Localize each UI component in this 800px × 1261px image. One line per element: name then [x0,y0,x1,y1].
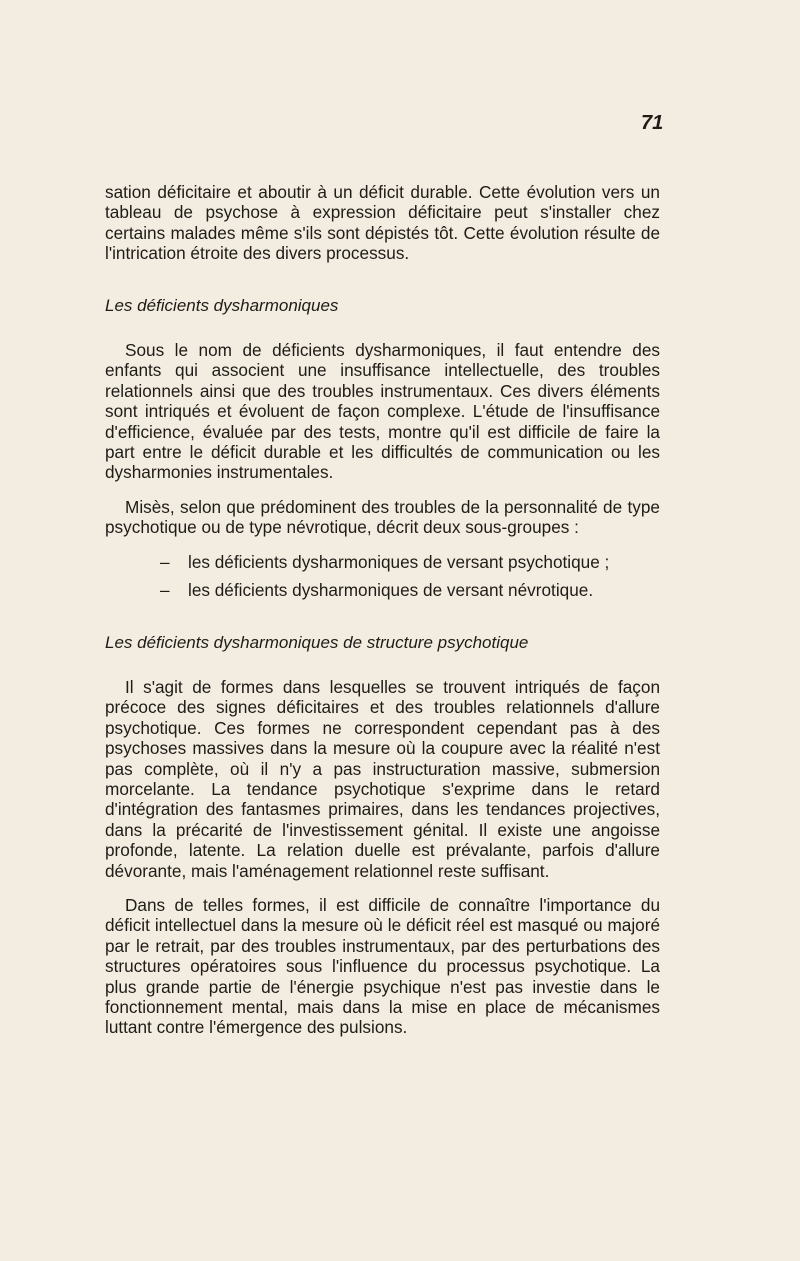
page-body [105,182,660,1052]
section-heading-dysharmonic-deficients: Les déficients dysharmoniques [105,295,339,315]
subgroup-list [160,552,660,601]
section-heading-psychotic-structure: Les déficients dysharmoniques de structure psychotique [105,632,529,652]
list-item [160,552,660,572]
dash-marker: – [160,551,170,572]
paragraph-definition: Sous le nom de déficients dysharmoniques, il faut entendre des enfants qui associent une insuffisance intellectuelle, des troubles relationnels ainsi que des troubles instrumentaux. Ces divers éléments sont intriqués et évoluent de façon complexe. L'étude de l'insuffisance d'efficience, évaluée par des tests, montre qu'il est difficile de faire la part entre le déficit durable et les difficultés de communication ou les dysharmonies instrumentales. [105,340,660,483]
paragraph-psychotic-forms: Il s'agit de formes dans lesquelles se trouvent intriqués de façon précoce des signes déficitaires et des troubles relationnels d'allure psychotique. Ces formes ne correspondent cependant pas à des psychoses massives dans la mesure où la coupure avec la réalité n'est pas complète, où il n'y a pas instructuration massive, submersion morcelante. La tendance psychotique s'exprime dans le retard d'intégration des fantasmes primaires, dans les tendances projectives, dans la précarité de l'investissement génital. Il existe une angoisse profonde, latente. La relation duelle est prévalante, parfois d'allure dévorante, mais l'aménagement relationnel reste suffisant. [105,676,660,881]
list-item [160,580,660,600]
paragraph-intellectual-deficit: Dans de telles formes, il est difficile de connaître l'importance du déficit intellectuel dans la mesure où le déficit réel est masqué ou majoré par le retrait, par des troubles instrumentaux, par des perturbations des structures opératoires sous l'influence du processus psychotique. La plus grande partie de l'énergie psychique n'est pas investie dans le fonctionnement mental, mais dans la mise en place de mécanismes luttant contre l'émergence des pulsions. [105,894,660,1038]
paragraph-subgroups: Misès, selon que prédominent des troubles de la personnalité de type psychotique ou de type névrotique, décrit deux sous-groupes : [105,496,660,538]
list-item-text: les déficients dysharmoniques de versant psychotique ; [188,551,610,572]
dash-marker: – [160,580,170,601]
page-number: 71 [641,112,664,134]
paragraph-continuation: sation déficitaire et aboutir à un déficit durable. Cette évolution vers un tableau de psychose à expression déficitaire peut s'installer chez certains malades même s'ils sont dépistés tôt. Cette évolution résulte de l'intrication étroite des divers processus. [105,182,660,264]
list-item-text: les déficients dysharmoniques de versant névrotique. [188,580,594,601]
